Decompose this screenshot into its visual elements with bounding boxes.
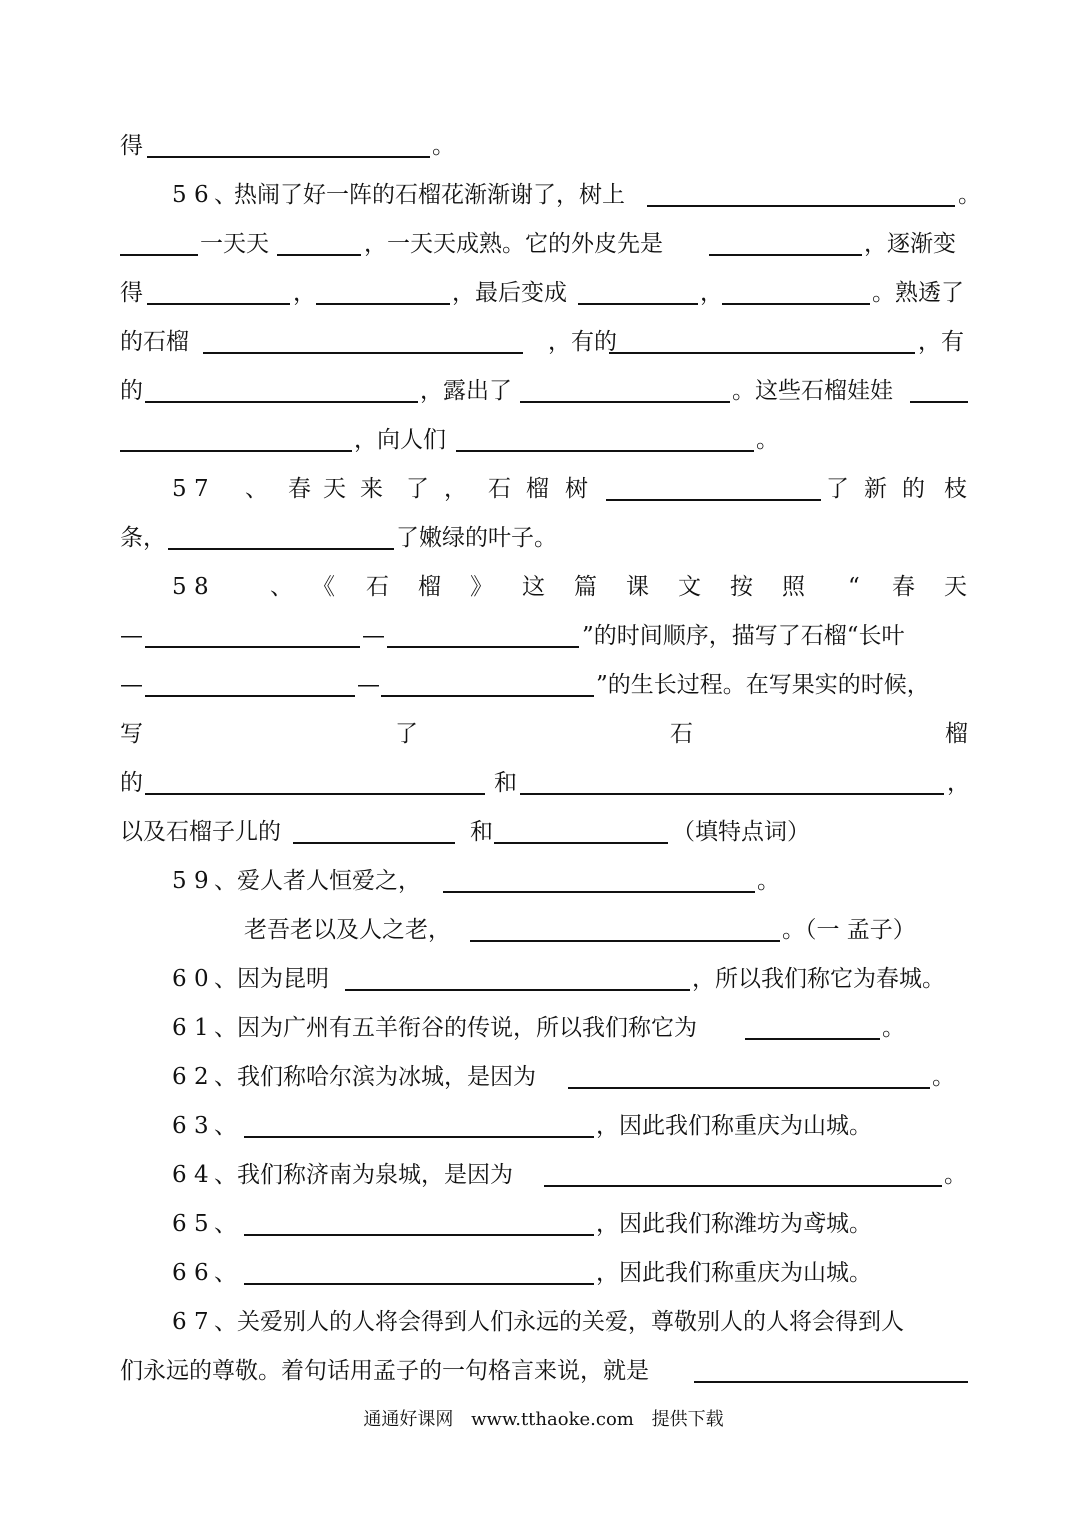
question-number: 6 0 [172,966,209,992]
answer-blank[interactable] [609,314,915,354]
q58-line-1 [0,567,1087,607]
q60-line [0,959,1087,999]
question-number: 5 8 [172,574,209,600]
q58-text: ”的生长过程。在写果实的时候， [596,672,930,698]
q56-text: ，逐渐变 [864,231,956,257]
q58-line-3 [0,665,1087,705]
q57-char: ， [444,476,467,502]
answer-blank[interactable] [145,657,355,697]
answer-blank[interactable] [293,804,455,844]
answer-blank[interactable] [244,1196,594,1236]
q57-char: 的 [902,476,925,502]
q58-char: 石 [366,574,389,600]
answer-blank[interactable] [244,1098,594,1138]
q66-text: 、 [214,1260,237,1286]
q56-text: ，最后变成 [452,280,567,306]
answer-blank[interactable] [145,755,485,795]
footer-site-name: 通通好课网 [363,1409,454,1430]
q59-text: 、爱人者人恒爱之， [214,868,421,894]
answer-blank[interactable] [709,216,862,256]
q58-line-4 [0,714,1087,754]
q56-text: 的 [120,378,143,404]
q58-dash: — [362,623,385,649]
q66-text: ，因此我们称重庆为山城。 [596,1260,872,1286]
q59-line-1 [0,861,1087,901]
question-number: 5 9 [172,868,209,894]
q58-text: 和 [470,819,493,845]
q58-char: 课 [626,574,649,600]
q65-text: 、 [214,1211,237,1237]
q67-line-1 [0,1302,1087,1342]
q58-char: 榴 [418,574,441,600]
answer-blank[interactable] [910,363,968,403]
question-number: 6 6 [172,1260,209,1286]
q58-text: 以及石榴子儿的 [120,819,281,845]
q61-text: 。 [882,1015,905,1041]
answer-blank[interactable] [147,265,290,305]
answer-blank[interactable] [568,1049,930,1089]
answer-blank[interactable] [443,853,755,893]
q58-dash: — [357,672,380,698]
q56-text: 热闹了好一阵的石榴花渐渐谢了，树上 [234,182,625,208]
q56-end: 。 [958,182,981,208]
q58-char: 《 [312,574,335,600]
q67-line-2 [0,1351,1087,1391]
q56-line-5 [0,371,1087,411]
q56-sep: 、 [214,182,237,208]
q58-text: （填特点词） [672,819,810,845]
q63-text: 、 [214,1113,237,1139]
q56-text: 。 [756,427,779,453]
q56-line-6 [0,420,1087,460]
q67-text: 、关爱别人的人将会得到人们永远的关爱，尊敬别人的人将会得到人 [214,1309,904,1335]
q61-text: 、因为广州有五羊衔谷的传说，所以我们称它为 [214,1015,697,1041]
q56-text: ，露出了 [420,378,512,404]
q60-text: ，所以我们称它为春城。 [692,966,945,992]
q59-line-2 [0,910,1087,950]
q57-char: 了 [406,476,429,502]
q55-line [0,126,1087,166]
q59-text: 。（一 孟子） [782,917,916,943]
question-number: 6 2 [172,1064,209,1090]
answer-blank[interactable] [120,412,352,452]
answer-blank[interactable] [647,167,955,207]
answer-blank[interactable] [606,461,821,501]
q58-char: 》 [470,574,493,600]
q56-text: 。这些石榴娃娃 [732,378,893,404]
answer-blank[interactable] [381,657,594,697]
q64-line [0,1155,1087,1195]
q57-char: 春 [288,476,311,502]
q58-text: 和 [494,770,517,796]
q58-text: ”的时间顺序，描写了石榴“长叶 [582,623,905,649]
q58-char: 文 [678,574,701,600]
answer-blank[interactable] [520,755,944,795]
q65-text: ，因此我们称潍坊为鸢城。 [596,1211,872,1237]
q60-text: 、因为昆明 [214,966,329,992]
q58-char: 了 [395,721,418,747]
q56-text: 一天天 [200,231,269,257]
q56-line-1 [0,175,1087,215]
q58-char: 天 [944,574,967,600]
q57-char: 了 [826,476,849,502]
q62-text: 。 [932,1064,955,1090]
q57-line-1 [0,469,1087,509]
footer-note: 提供下载 [651,1409,724,1430]
answer-blank[interactable] [578,265,698,305]
q57-char: 来 [360,476,383,502]
q56-line-2 [0,224,1087,264]
q57-char: 榴 [526,476,549,502]
answer-blank[interactable] [277,216,361,256]
q65-line [0,1204,1087,1244]
q62-line [0,1057,1087,1097]
q58-char: 这 [522,574,545,600]
q56-text: ，有的 [548,329,617,355]
q56-line-3 [0,273,1087,313]
q59-text: 老吾老以及人之老， [244,917,451,943]
q58-dash: — [120,623,143,649]
q55-text-end: 。 [432,133,455,159]
answer-blank[interactable] [387,608,579,648]
question-number: 6 3 [172,1113,209,1139]
q56-text: ，有 [918,329,964,355]
q56-text: 。熟透了 [872,280,964,306]
question-number: 5 7 [172,476,209,502]
answer-blank[interactable] [203,314,523,354]
answer-blank[interactable] [147,118,430,158]
answer-blank[interactable] [520,363,730,403]
answer-blank[interactable] [544,1147,942,1187]
answer-blank[interactable] [745,1000,880,1040]
q58-char: 写 [120,721,143,747]
q57-char: 枝 [944,476,967,502]
q58-line-2 [0,616,1087,656]
q67-text: 们永远的尊敬。着句话用孟子的一句格言来说，就是 [120,1358,649,1384]
q56-line-4 [0,322,1087,362]
question-number: 6 7 [172,1309,209,1335]
answer-blank[interactable] [494,804,668,844]
answer-blank[interactable] [244,1245,594,1285]
q58-char: 、 [270,574,293,600]
q64-text: 、我们称济南为泉城，是因为 [214,1162,513,1188]
q56-text: ，向人们 [354,427,446,453]
answer-blank[interactable] [120,216,198,256]
q57-char: 新 [864,476,887,502]
q58-text: 的 [120,770,143,796]
answer-blank[interactable] [168,510,394,550]
q56-text: ， [293,280,316,306]
q58-line-5 [0,763,1087,803]
q56-text: ，一天天成熟。它的外皮先是 [364,231,663,257]
question-number: 6 1 [172,1015,209,1041]
q59-text: 。 [757,868,780,894]
question-number: 5 6 [172,182,209,208]
q64-text: 。 [944,1162,967,1188]
q58-char: 榴 [945,721,968,747]
q57-text: 条， [120,525,166,551]
answer-blank[interactable] [145,608,360,648]
q57-char: 树 [565,476,588,502]
q56-text: 得 [120,280,143,306]
q58-text: ， [947,770,970,796]
answer-blank[interactable] [722,265,870,305]
q66-line [0,1253,1087,1293]
question-number: 6 4 [172,1162,209,1188]
q56-text: ， [700,280,723,306]
q58-char: 篇 [574,574,597,600]
q58-char: 照 [782,574,805,600]
q58-char: 按 [730,574,753,600]
footer-url[interactable]: www.tthaoke.com [471,1409,634,1430]
q58-line-6 [0,812,1087,852]
q58-char: “ [848,574,860,600]
q63-text: ，因此我们称重庆为山城。 [596,1113,872,1139]
q57-char: 天 [323,476,346,502]
answer-blank[interactable] [145,363,418,403]
q58-char: 石 [670,721,693,747]
q57-char: 石 [488,476,511,502]
q57-line-2 [0,518,1087,558]
q61-line [0,1008,1087,1048]
answer-blank[interactable] [694,1343,968,1383]
q58-dash: — [120,672,143,698]
q58-char: 春 [892,574,915,600]
answer-blank[interactable] [456,412,754,452]
q63-line [0,1106,1087,1146]
q57-char: 、 [245,476,268,502]
answer-blank[interactable] [470,902,780,942]
question-number: 6 5 [172,1211,209,1237]
q56-text: 的石榴 [120,329,189,355]
answer-blank[interactable] [316,265,450,305]
page-footer [0,1402,1087,1438]
answer-blank[interactable] [345,951,690,991]
q62-text: 、我们称哈尔滨为冰城，是因为 [214,1064,536,1090]
q57-text: 了嫩绿的叶子。 [396,525,557,551]
q55-text-start: 得 [120,133,143,159]
